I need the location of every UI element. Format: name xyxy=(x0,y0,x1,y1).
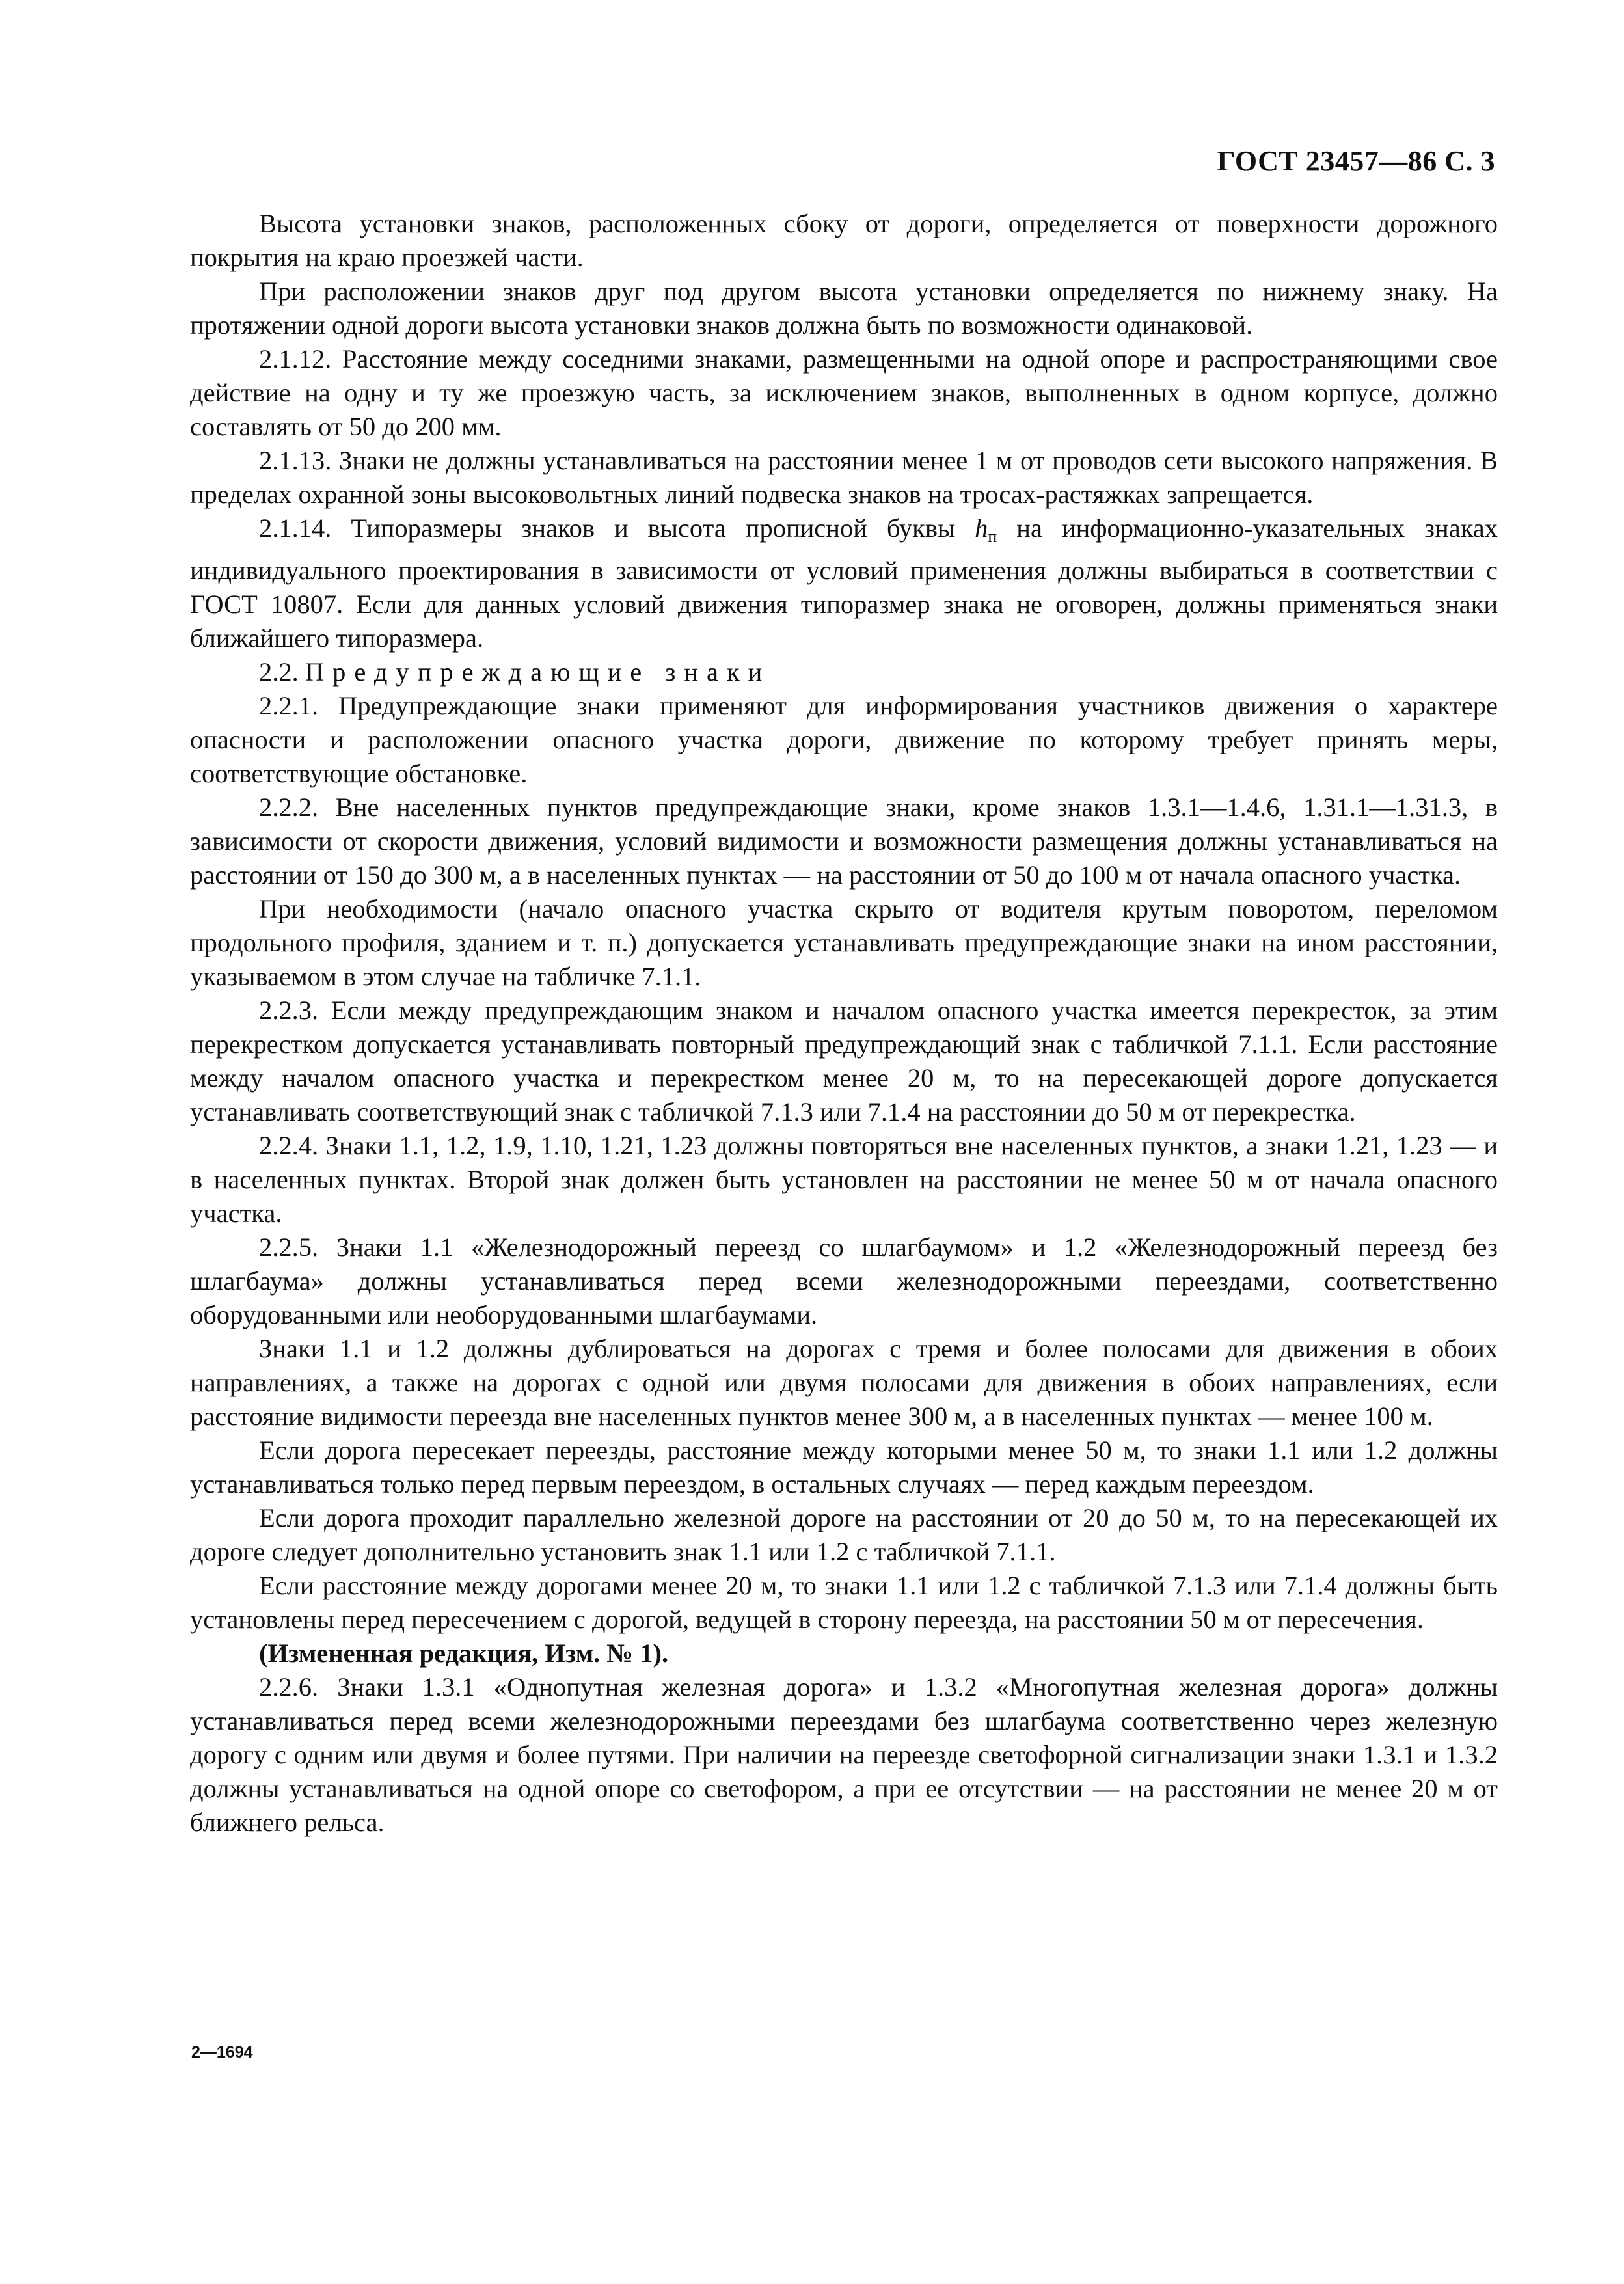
paragraph-2-2-3: 2.2.3. Если между предупреждающим знаком и началом опасного участка имеется перекресток, за этим перекрестком допускается устанавливать повторный предупреждающий знак с табличкой 7.1.1. Если расстояние между началом опасного участка и перекрестком менее 20 м, то на пересекающей дороге допускается устанавливать соответствующий знак с табличкой 7.1.3 или 7.1.4 на расстоянии до 50 м от перекрестка. xyxy=(190,996,1498,1126)
paragraph-2-2-2: 2.2.2. Вне населенных пунктов предупреждающие знаки, кроме знаков 1.3.1—1.4.6, 1.31.1—1.31.3, в зависимости от скорости движения, условий видимости и возможности размещения должны устанавливаться на расстоянии от 150 до 300 м, а в населенных пунктах — на расстоянии от 50 до 100 м от начала опасного участка. xyxy=(190,793,1498,890)
paragraph-2-2-5: 2.2.5. Знаки 1.1 «Железнодорожный переезд со шлагбаумом» и 1.2 «Железнодорожный переезд без шлагбаума» должны устанавливаться перед всеми железнодорожными переездами, соответственно оборудованными или необорудованными шлагбаумами. xyxy=(190,1232,1498,1329)
section-heading-2-2 xyxy=(190,655,1498,689)
letter-height-symbol: h xyxy=(975,513,988,543)
paragraph-2-2-4: 2.2.4. Знаки 1.1, 1.2, 1.9, 1.10, 1.21, 1.23 должны повторяться вне населенных пунктов, а знаки 1.21, 1.23 — и в населенных пунктах. Второй знак должен быть установлен на расстоянии не менее 50 м от начала опасного участка. xyxy=(190,1131,1498,1228)
paragraph-2-2-5-parallel: Если дорога проходит параллельно железной дороге на расстоянии от 20 до 50 м, то на пересекающей их дороге следует дополнительно установить знак 1.1 или 1.2 с табличкой 7.1.1. xyxy=(190,1503,1498,1566)
paragraph-sign-height: Высота установки знаков, расположенных сбоку от дороги, определяется от поверхности дорожного покрытия на краю проезжей части. xyxy=(190,209,1498,272)
paragraph-2-1-14 xyxy=(190,511,1498,655)
paragraph-2-1-13: 2.1.13. Знаки не должны устанавливаться на расстоянии менее 1 м от проводов сети высокого напряжения. В пределах охранной зоны высоковольтных линий подвеска знаков на тросах-растяжках запрещается. xyxy=(190,446,1498,509)
paragraph-2-2-6: 2.2.6. Знаки 1.3.1 «Однопутная железная дорога» и 1.3.2 «Многопутная железная дорога» должны устанавливаться перед всеми железнодорожными переездами без шлагбаума соответственно через железную дорогу с одним или двумя и более путями. При наличии на переезде светофорной сигнализации знаки 1.3.1 и 1.3.2 должны устанавливаться на одной опоре со светофором, а при ее отсутствии — на расстоянии не менее 20 м от ближнего рельса. xyxy=(190,1672,1498,1837)
paragraph-2-2-2-note: При необходимости (начало опасного участка скрыто от водителя крутым поворотом, переломом продольного профиля, зданием и т. п.) допускается устанавливать предупреждающие знаки на ином расстоянии, указываемом в этом случае на табличке 7.1.1. xyxy=(190,894,1498,991)
section-title: Предупреждающие знаки xyxy=(304,657,771,687)
paragraph-2-2-5-duplicate: Знаки 1.1 и 1.2 должны дублироваться на дорогах с тремя и более полосами для движения в обоих направлениях, а также на дорогах с одной или двумя полосами для движения в обоих направлениях, если расстояние видимости переезда вне населенных пунктов менее 300 м, а в населенных пунктах — менее 100 м. xyxy=(190,1334,1498,1431)
page-header: ГОСТ 23457—86 С. 3 xyxy=(1217,145,1495,177)
document-body xyxy=(190,207,1498,1840)
paragraph-2-1-12: 2.1.12. Расстояние между соседними знаками, размещенными на одной опоре и распространяющими свое действие на одну и ту же проезжую часть, за исключением знаков, выполненных в одном корпусе, должно составлять от 50 до 200 мм. xyxy=(190,344,1498,441)
paragraph-2-1-14-end: на информационно-указательных знаках индивидуального проектирования в зависимости от условий применения должны выбираться в соответствии с ГОСТ 10807. Если для данных условий движения типоразмер знака не оговорен, должны применяться знаки ближайшего типоразмера. xyxy=(190,513,1498,653)
section-number: 2.2. xyxy=(259,657,305,687)
paragraph-2-1-14-start: 2.1.14. Типоразмеры знаков и высота прописной буквы xyxy=(259,513,975,543)
paragraph-stacked-signs: При расположении знаков друг под другом высота установки определяется по нижнему знаку. На протяжении одной дороги высота установки знаков должна быть по возможности одинаковой. xyxy=(190,277,1498,340)
paragraph-2-2-1: 2.2.1. Предупреждающие знаки применяют для информирования участников движения о характере опасности и расположении опасного участка дороги, движение по которому требует принять меры, соответствующие обстановке. xyxy=(190,691,1498,788)
letter-height-subscript: п xyxy=(988,527,997,546)
print-code: 2—1694 xyxy=(191,2043,253,2061)
paragraph-2-2-5-distance: Если расстояние между дорогами менее 20 м, то знаки 1.1 или 1.2 с табличкой 7.1.3 или 7.1.4 должны быть установлены перед пересечением с дорогой, ведущей в сторону переезда, на расстоянии 50 м от пересечения. xyxy=(190,1571,1498,1634)
paragraph-2-2-5-crossings: Если дорога пересекает переезды, расстояние между которыми менее 50 м, то знаки 1.1 или 1.2 должны устанавливаться только перед первым переездом, в остальных случаях — перед каждым переездом. xyxy=(190,1435,1498,1499)
amendment-note: (Измененная редакция, Изм. № 1). xyxy=(259,1638,669,1668)
